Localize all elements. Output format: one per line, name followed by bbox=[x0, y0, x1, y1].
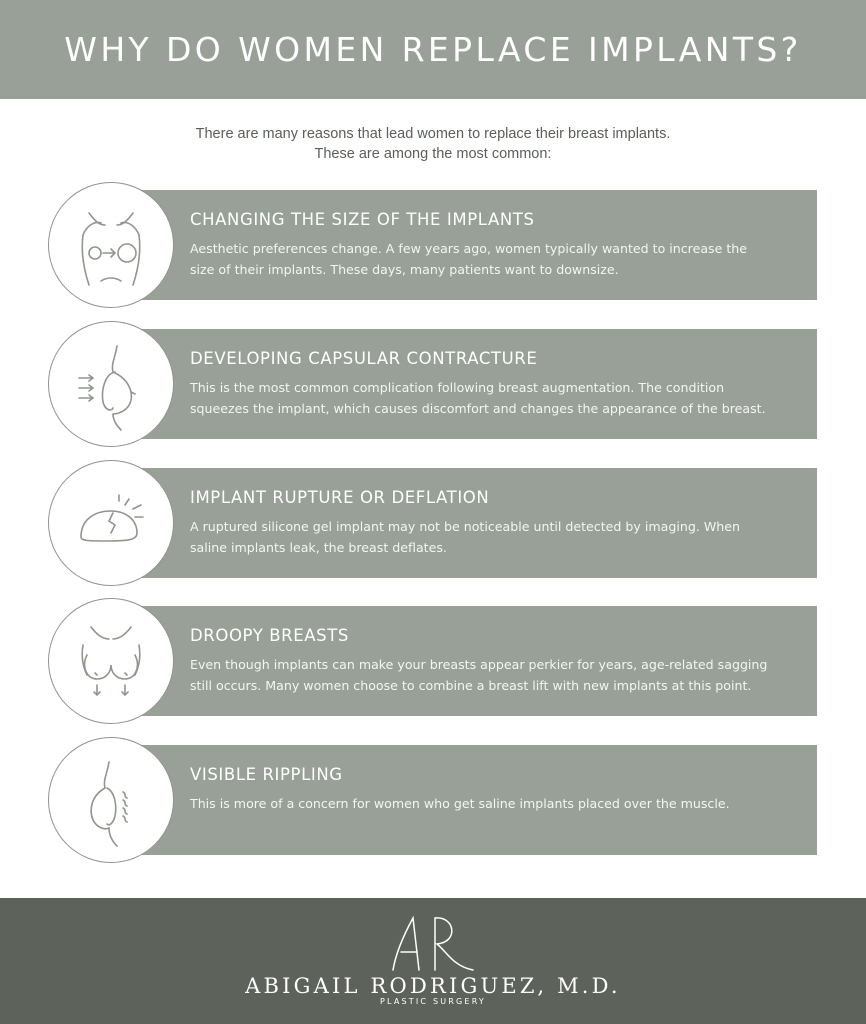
ruptured-implant-icon bbox=[48, 460, 174, 586]
reason-desc-line: size of their implants. These days, many patients want to downsize. bbox=[190, 262, 619, 277]
reason-desc-line: Even though implants can make your breasts appear perkier for years, age-related sagging bbox=[190, 657, 768, 672]
logo-monogram bbox=[373, 912, 493, 974]
practice-subtitle: PLASTIC SURGERY bbox=[379, 997, 487, 1006]
reason-title: DEVELOPING CAPSULAR CONTRACTURE bbox=[190, 349, 538, 368]
reason-desc-line: Aesthetic preferences change. A few years ago, women typically wanted to increase the bbox=[190, 241, 748, 256]
reason-text bbox=[190, 210, 805, 280]
reason-text bbox=[190, 488, 805, 558]
reason-text bbox=[190, 626, 805, 696]
rippling-implant-icon bbox=[48, 737, 174, 863]
reason-description bbox=[190, 654, 805, 696]
torso-resize-icon bbox=[48, 182, 174, 308]
reason-desc-line: still occurs. Many women choose to combine a breast lift with new implants at this point. bbox=[190, 678, 752, 693]
reason-title: VISIBLE RIPPLING bbox=[190, 765, 343, 784]
footer bbox=[0, 898, 866, 1024]
reason-desc-line: A ruptured silicone gel implant may not be noticeable until detected by imaging. When bbox=[190, 519, 740, 534]
reason-title: DROOPY BREASTS bbox=[190, 626, 349, 645]
practice-name: ABIGAIL RODRIGUEZ, M.D. bbox=[245, 974, 621, 998]
reason-card-rupture bbox=[110, 468, 817, 578]
reason-description bbox=[190, 516, 805, 558]
reason-title: CHANGING THE SIZE OF THE IMPLANTS bbox=[190, 210, 535, 229]
intro-text bbox=[0, 124, 866, 164]
reason-title: IMPLANT RUPTURE OR DEFLATION bbox=[190, 488, 490, 507]
reason-card-capsular bbox=[110, 329, 817, 439]
reason-description bbox=[190, 793, 805, 814]
reason-card-rippling bbox=[110, 745, 817, 855]
reason-text bbox=[190, 349, 805, 419]
reason-description bbox=[190, 238, 805, 280]
reason-desc-line: squeezes the implant, which causes discomfort and changes the appearance of the breast. bbox=[190, 401, 766, 416]
page-title: WHY DO WOMEN REPLACE IMPLANTS? bbox=[64, 30, 802, 69]
intro-line-2: These are among the most common: bbox=[314, 146, 552, 162]
page-header bbox=[0, 0, 866, 99]
reason-text bbox=[190, 765, 805, 814]
reason-card-size bbox=[110, 190, 817, 300]
intro-line-1: There are many reasons that lead women to replace their breast implants. bbox=[195, 126, 671, 142]
reason-desc-line: saline implants leak, the breast deflates. bbox=[190, 540, 447, 555]
reason-description bbox=[190, 377, 805, 419]
reason-card-droopy bbox=[110, 606, 817, 716]
reason-desc-line: This is more of a concern for women who get saline implants placed over the muscle. bbox=[190, 796, 730, 811]
sagging-breasts-icon bbox=[48, 598, 174, 724]
reason-desc-line: This is the most common complication following breast augmentation. The condition bbox=[190, 380, 725, 395]
implant-squeeze-icon bbox=[48, 321, 174, 447]
